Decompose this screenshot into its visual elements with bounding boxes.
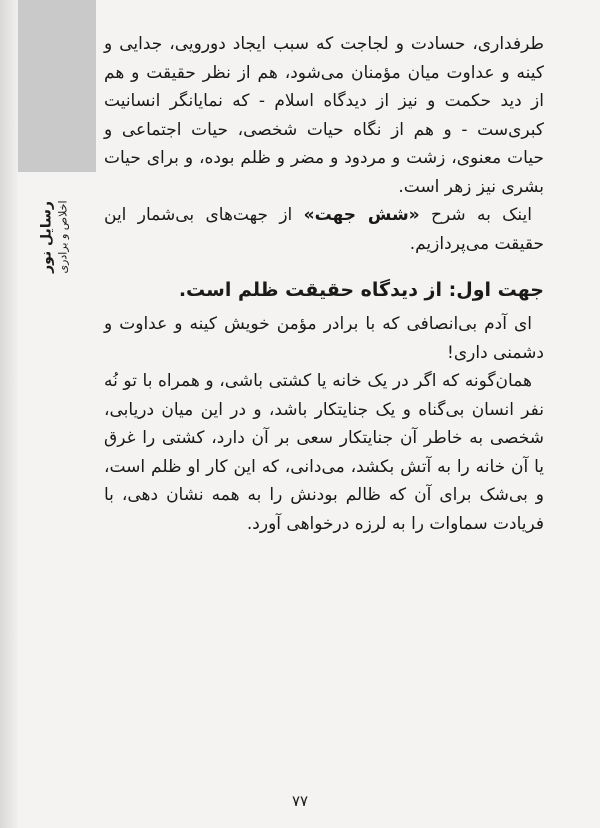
chapter-tab	[18, 0, 96, 172]
six-aspects-emphasis: «شش جهت»	[303, 205, 420, 225]
paragraph-six-aspects-end: از جهت‌های بی‌شمار این حقیقت می‌پردازیم.	[104, 205, 544, 254]
paragraph-six-aspects	[104, 201, 544, 258]
paragraph-address: ای آدم بی‌انصافی که با برادر مؤمن خویش کینه و عداوت و دشمنی داری!	[104, 314, 544, 363]
page-edge	[0, 0, 18, 828]
chapter-title: اخلاص و برادری	[56, 200, 70, 274]
paragraph-six-aspects-start: اینک به شرح	[419, 205, 532, 225]
running-header	[24, 182, 84, 292]
body-text	[104, 30, 544, 538]
paragraph-ship-analogy: همان‌گونه که اگر در یک خانه یا کشتی باشی، و همراه با تو نُه نفر انسان بی‌گناه و یک جنایتکار باشد، و در این میان دریابی، شخصی به خاطر آن جنایتکار سعی بر آن دارد، کشتی را غرق یا آن خانه را به آتش بکشد، می‌دانی، که این کار او ظلم است، و بی‌شک برای آن که ظالم بودنش را به همه نشان دهی، با فریادت سماوات را به لرزه درخواهی آورد.	[104, 371, 544, 534]
paragraph-intro: طرفداری، حسادت و لجاجت که سبب ایجاد دورویی، جدایی و کینه و عداوت میان مؤمنان می‌شود، هم از نظر حقیقت و هم از دید حکمت و نیز از دیدگاه اسلام - که نمایانگر انسانیت کبری‌ست - و هم از نگاه حیات شخصی، حیات اجتماعی و حیات معنوی، زشت و مردود و مضر و ظلم بوده، و برای حیات بشری نیز زهر است.	[104, 34, 544, 197]
book-title: رسایل نور	[38, 201, 55, 273]
page-number: ۷۷	[291, 792, 309, 810]
section-heading: جهت اول: از دیدگاه حقیقت ظلم است.	[178, 279, 544, 301]
